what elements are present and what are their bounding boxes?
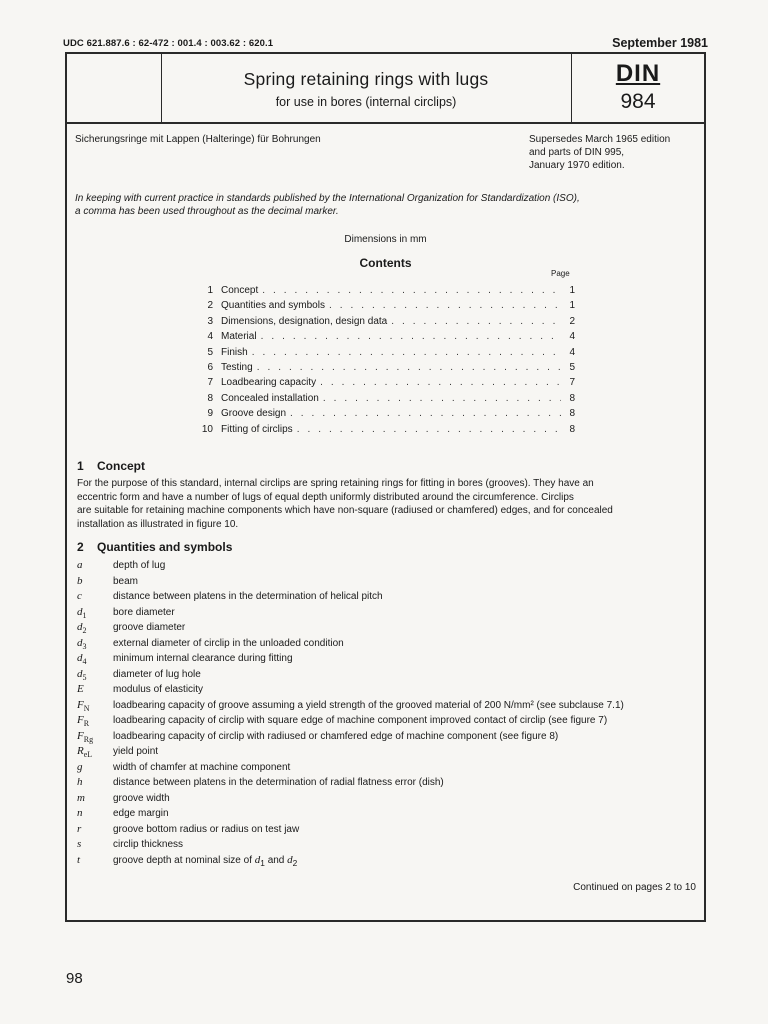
symbol-description: bore diameter xyxy=(113,606,175,618)
inline-symbol: d xyxy=(254,853,261,866)
symbol-description: distance between platens in the determination of helical pitch xyxy=(113,591,383,602)
inline-symbol: d xyxy=(287,853,293,866)
symbol-row xyxy=(77,792,702,808)
symbol-subscript: 4 xyxy=(82,657,87,667)
symbol xyxy=(77,652,113,666)
document-title: Spring retaining rings with lugs xyxy=(243,69,489,89)
symbol xyxy=(77,559,113,571)
symbol-subscript: N xyxy=(83,703,90,713)
symbol-subscript: 1 xyxy=(82,610,87,620)
toc-item-number: 1 xyxy=(207,285,213,296)
toc-item-number: 5 xyxy=(207,346,213,358)
symbol-row xyxy=(77,699,702,715)
symbol-row xyxy=(77,575,702,591)
toc-leader-dots xyxy=(391,316,561,327)
symbol-letter: d xyxy=(77,652,83,664)
symbol-letter: F xyxy=(77,698,84,711)
toc-item-page: 4 xyxy=(569,346,575,358)
symbol xyxy=(77,714,113,728)
concept-paragraph xyxy=(77,477,701,531)
symbol-row xyxy=(77,621,702,637)
section-title: Quantities and symbols xyxy=(97,540,233,554)
contents-heading: Contents xyxy=(359,256,412,270)
toc-item-title: Concept xyxy=(221,285,259,296)
description-text: groove depth at nominal size of xyxy=(113,854,252,866)
symbol-letter: d xyxy=(77,605,83,618)
symbol-letter: g xyxy=(77,760,83,773)
toc-item xyxy=(195,408,575,423)
symbol-row xyxy=(77,761,702,777)
symbol-subscript: 5 xyxy=(82,672,87,682)
toc-item-title: Dimensions, designation, design data xyxy=(221,315,388,327)
symbol-letter: s xyxy=(77,838,82,850)
toc-item-page: 8 xyxy=(569,392,575,404)
iso-note xyxy=(75,192,695,218)
toc-item-title: Loadbearing capacity xyxy=(221,377,317,389)
toc-item xyxy=(195,377,575,392)
supersedes-note xyxy=(529,133,670,172)
toc-item-page: 8 xyxy=(569,423,575,435)
symbol-description: circlip thickness xyxy=(113,839,184,850)
symbol-description: loadbearing capacity of circlip with radiused or chamfered edge of machine component (see figure 8) xyxy=(113,730,559,742)
symbol xyxy=(77,838,113,850)
toc-item xyxy=(195,424,575,439)
toc-item-number: 9 xyxy=(207,408,213,420)
symbol xyxy=(77,575,113,587)
symbol-description: depth of lug xyxy=(113,560,166,571)
toc-leader-dots xyxy=(257,362,561,373)
concept-line: eccentric form and have a number of lugs of equal depth uniformly distributed around the circumference. Circlips xyxy=(77,491,574,503)
symbol-letter: n xyxy=(77,807,83,819)
symbol xyxy=(77,590,113,602)
toc-item-title: Groove design xyxy=(221,408,287,420)
symbol-letter: m xyxy=(77,791,85,804)
symbol-letter: c xyxy=(77,590,82,602)
din-number: 984 xyxy=(620,90,656,113)
symbol-row xyxy=(77,683,702,699)
symbol xyxy=(77,776,113,788)
symbol-letter: a xyxy=(77,559,83,571)
page-number: 98 xyxy=(66,970,83,987)
symbol-row xyxy=(77,807,702,823)
symbol-letter: F xyxy=(77,729,84,742)
symbol-row xyxy=(77,668,702,684)
toc-item-title: Testing xyxy=(221,361,253,373)
symbol-letter: d xyxy=(77,636,83,649)
section-number: 2 xyxy=(77,540,84,554)
concept-line: For the purpose of this standard, internal circlips are spring retaining rings for fitting in bores (grooves). They have an xyxy=(77,478,594,489)
inline-subscript: 1 xyxy=(260,857,265,868)
toc-leader-dots xyxy=(297,424,561,435)
symbol-row xyxy=(77,730,702,746)
toc-item-number: 3 xyxy=(207,315,213,327)
symbol-letter: t xyxy=(77,853,81,866)
symbol xyxy=(77,807,113,819)
continued-note: Continued on pages 2 to 10 xyxy=(573,882,696,893)
section-2-heading xyxy=(77,540,232,554)
inline-subscript: 2 xyxy=(292,857,298,868)
description-text: and xyxy=(267,854,285,866)
issue-date: September 1981 xyxy=(612,36,708,50)
din-cell xyxy=(571,54,704,122)
contents-page-label: Page xyxy=(551,269,570,278)
toc-item-page: 5 xyxy=(569,361,575,373)
symbol-letter: R xyxy=(77,745,84,757)
din-logo: DIN xyxy=(615,60,661,87)
symbol-description: diameter of lug hole xyxy=(113,668,201,680)
symbol-letter: E xyxy=(77,683,84,695)
symbol xyxy=(77,761,113,773)
symbol-subscript: R xyxy=(83,719,90,729)
symbol-letter: F xyxy=(77,714,84,726)
symbol xyxy=(77,606,113,620)
symbol-row xyxy=(77,590,702,606)
toc-item-number: 7 xyxy=(207,377,213,389)
toc-item-number: 8 xyxy=(207,392,213,404)
symbol xyxy=(77,730,113,744)
symbol-description: beam xyxy=(113,575,139,587)
symbol-description: minimum internal clearance during fitting xyxy=(113,653,293,664)
section-1-heading xyxy=(77,459,145,473)
supersedes-line: and parts of DIN 995, xyxy=(529,147,625,158)
toc-item-title: Finish xyxy=(221,346,248,358)
toc-item-title: Fitting of circlips xyxy=(221,423,293,435)
toc-item-number: 10 xyxy=(201,423,213,435)
symbols-list xyxy=(77,559,702,869)
title-block xyxy=(67,54,704,124)
symbol xyxy=(77,683,113,695)
symbol-description: modulus of elasticity xyxy=(113,684,204,695)
symbol-description: groove width xyxy=(113,792,170,804)
symbol-row xyxy=(77,838,702,854)
toc-leader-dots xyxy=(290,408,561,419)
symbol-description: distance between platens in the determination of radial flatness error (dish) xyxy=(113,777,444,788)
toc-item xyxy=(195,347,575,362)
toc-item-number: 6 xyxy=(207,361,213,373)
toc-item xyxy=(195,285,575,300)
symbol-description: groove bottom radius or radius on test jaw xyxy=(113,823,300,835)
german-title: Sicherungsringe mit Lappen (Halteringe) für Bohrungen xyxy=(75,134,321,145)
toc-item-number: 2 xyxy=(207,300,213,312)
dimensions-note: Dimensions in mm xyxy=(344,234,427,245)
title-cell xyxy=(161,54,571,122)
symbol-description: groove diameter xyxy=(113,622,186,633)
symbol-subscript: eL xyxy=(83,750,93,760)
supersedes-line: Supersedes March 1965 edition xyxy=(529,134,671,145)
toc-item xyxy=(195,393,575,408)
concept-line: are suitable for retaining machine components which have non-square (radiused or chamfered) edges, and for concealed xyxy=(77,505,613,516)
symbol-letter: r xyxy=(77,822,82,835)
document-frame xyxy=(65,52,706,922)
toc-item-page: 8 xyxy=(569,408,575,420)
symbol-description: loadbearing capacity of groove assuming a yield strength of the grooved material of 200 N/mm² (see subclause 7.1) xyxy=(113,699,624,711)
toc-item xyxy=(195,331,575,346)
symbol-row xyxy=(77,637,702,653)
symbol-row xyxy=(77,652,702,668)
toc-leader-dots xyxy=(320,377,561,388)
toc-leader-dots xyxy=(323,393,561,404)
symbol-row xyxy=(77,714,702,730)
symbol-letter: d xyxy=(77,621,83,633)
toc-leader-dots xyxy=(329,300,561,311)
symbol-letter: h xyxy=(77,776,83,788)
symbol xyxy=(77,823,113,835)
supersedes-line: January 1970 edition. xyxy=(529,160,625,171)
symbol-subscript: Rg xyxy=(83,734,94,744)
symbol-description: width of chamfer at machine component xyxy=(113,761,291,773)
section-number: 1 xyxy=(77,459,84,473)
symbol-description: edge margin xyxy=(113,808,169,819)
symbol-letter: d xyxy=(77,667,83,680)
toc-item-title: Quantities and symbols xyxy=(221,300,325,312)
symbol-description: external diameter of circlip in the unloaded condition xyxy=(113,637,344,649)
toc-item-page: 2 xyxy=(569,315,575,327)
toc-item-page: 4 xyxy=(569,331,575,343)
symbol-letter: b xyxy=(77,574,83,587)
toc-item-page: 7 xyxy=(569,377,575,389)
symbol-description: yield point xyxy=(113,746,159,757)
document-subtitle: for use in bores (internal circlips) xyxy=(275,95,457,109)
symbol xyxy=(77,745,113,759)
toc-leader-dots xyxy=(252,347,561,358)
toc-leader-dots xyxy=(262,285,561,296)
toc-item-number: 4 xyxy=(207,331,213,343)
symbol xyxy=(77,792,113,804)
symbol xyxy=(77,637,113,651)
symbol-row xyxy=(77,559,702,575)
symbol xyxy=(77,854,113,866)
symbol-row xyxy=(77,823,702,839)
symbol xyxy=(77,668,113,682)
symbol-row xyxy=(77,745,702,761)
symbol-subscript: 3 xyxy=(82,641,87,651)
toc-item-page: 1 xyxy=(569,300,575,312)
iso-note-line: In keeping with current practice in standards published by the International Organization for Standardization (ISO), xyxy=(75,193,580,204)
iso-note-line: a comma has been used throughout as the decimal marker. xyxy=(75,206,339,217)
toc-leader-dots xyxy=(261,331,561,342)
toc-item-page: 1 xyxy=(569,285,575,296)
symbol-row xyxy=(77,606,702,622)
symbol-row xyxy=(77,854,702,870)
symbol-description: loadbearing capacity of circlip with square edge of machine component improved contact of circlip (see figure 7) xyxy=(113,715,608,726)
concept-line: installation as illustrated in figure 10. xyxy=(77,518,239,530)
table-of-contents xyxy=(195,285,575,439)
title-block-blank-cell xyxy=(67,54,162,122)
section-title: Concept xyxy=(97,459,145,473)
toc-item xyxy=(195,300,575,315)
symbol-row xyxy=(77,776,702,792)
toc-item xyxy=(195,316,575,331)
symbol xyxy=(77,699,113,713)
symbol xyxy=(77,621,113,635)
toc-item-title: Material xyxy=(221,331,257,343)
toc-item xyxy=(195,362,575,377)
symbol-subscript: 2 xyxy=(82,626,87,636)
symbol-description xyxy=(113,854,297,868)
udc-code: UDC 621.887.6 : 62-472 : 001.4 : 003.62 : 620.1 xyxy=(63,38,274,49)
toc-item-title: Concealed installation xyxy=(221,392,319,404)
